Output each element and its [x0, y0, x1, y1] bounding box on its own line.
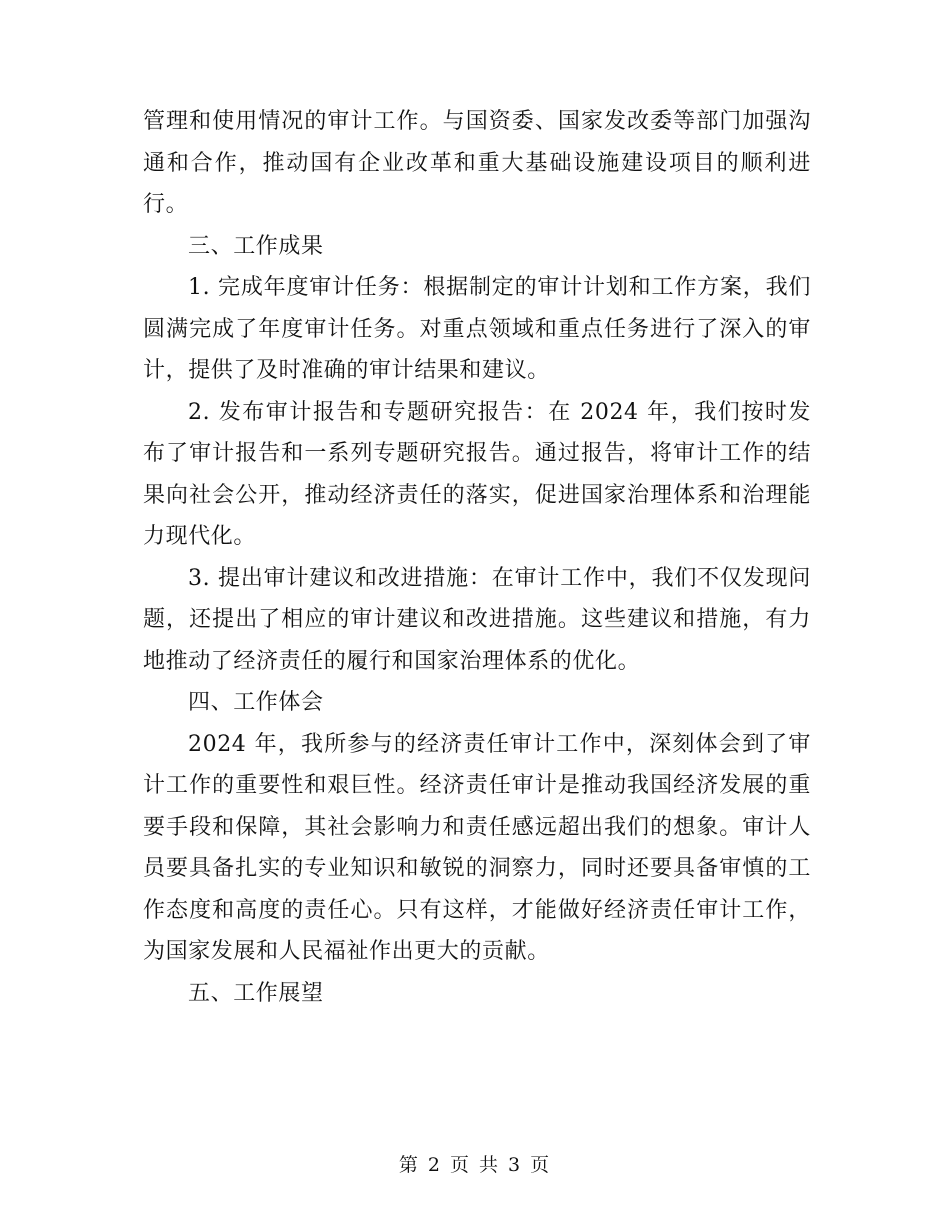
- section-heading-outlook: 五、工作展望: [188, 980, 324, 1006]
- paragraph-result-1: 1. 完成年度审计任务：根据制定的审计计划和工作方案，我们圆满完成了年度审计任务。对重点领域和重点任务进行了深入的审计，提供了及时准确的审计结果和建议。: [143, 275, 811, 383]
- section-heading-experience: 四、工作体会: [188, 690, 324, 715]
- paragraph-experience: 2024 年，我所参与的经济责任审计工作中，深刻体会到了审计工作的重要性和艰巨性。经济责任审计是推动我国经济发展的重要手段和保障，其社会影响力和责任感远超出我们的想象。审计人员要具备扎实的专业知识和敏锐的洞察力，同时还要具备审慎的工作态度和高度的责任心。只有这样，才能做好经济责任审计工作，为国家发展和人民福祉作出更大的贡献。: [143, 731, 811, 964]
- paragraph-continuation: 管理和使用情况的审计工作。与国资委、国家发改委等部门加强沟通和合作，推动国有企业改革和重大基础设施建设项目的顺利进行。: [143, 109, 811, 217]
- page-number: 第 2 页 共 3 页: [398, 1154, 552, 1176]
- paragraph-result-3: 3. 提出审计建议和改进措施：在审计工作中，我们不仅发现问题，还提出了相应的审计建议和改进措施。这些建议和措施，有力地推动了经济责任的履行和国家治理体系的优化。: [143, 565, 811, 674]
- document-body: [143, 101, 811, 1014]
- section-heading-results: 三、工作成果: [188, 233, 324, 259]
- paragraph-result-2: 2. 发布审计报告和专题研究报告：在 2024 年，我们按时发布了审计报告和一系列专题研究报告。通过报告，将审计工作的结果向社会公开，推动经济责任的落实，促进国家治理体系和治理能力现代化。: [143, 399, 811, 549]
